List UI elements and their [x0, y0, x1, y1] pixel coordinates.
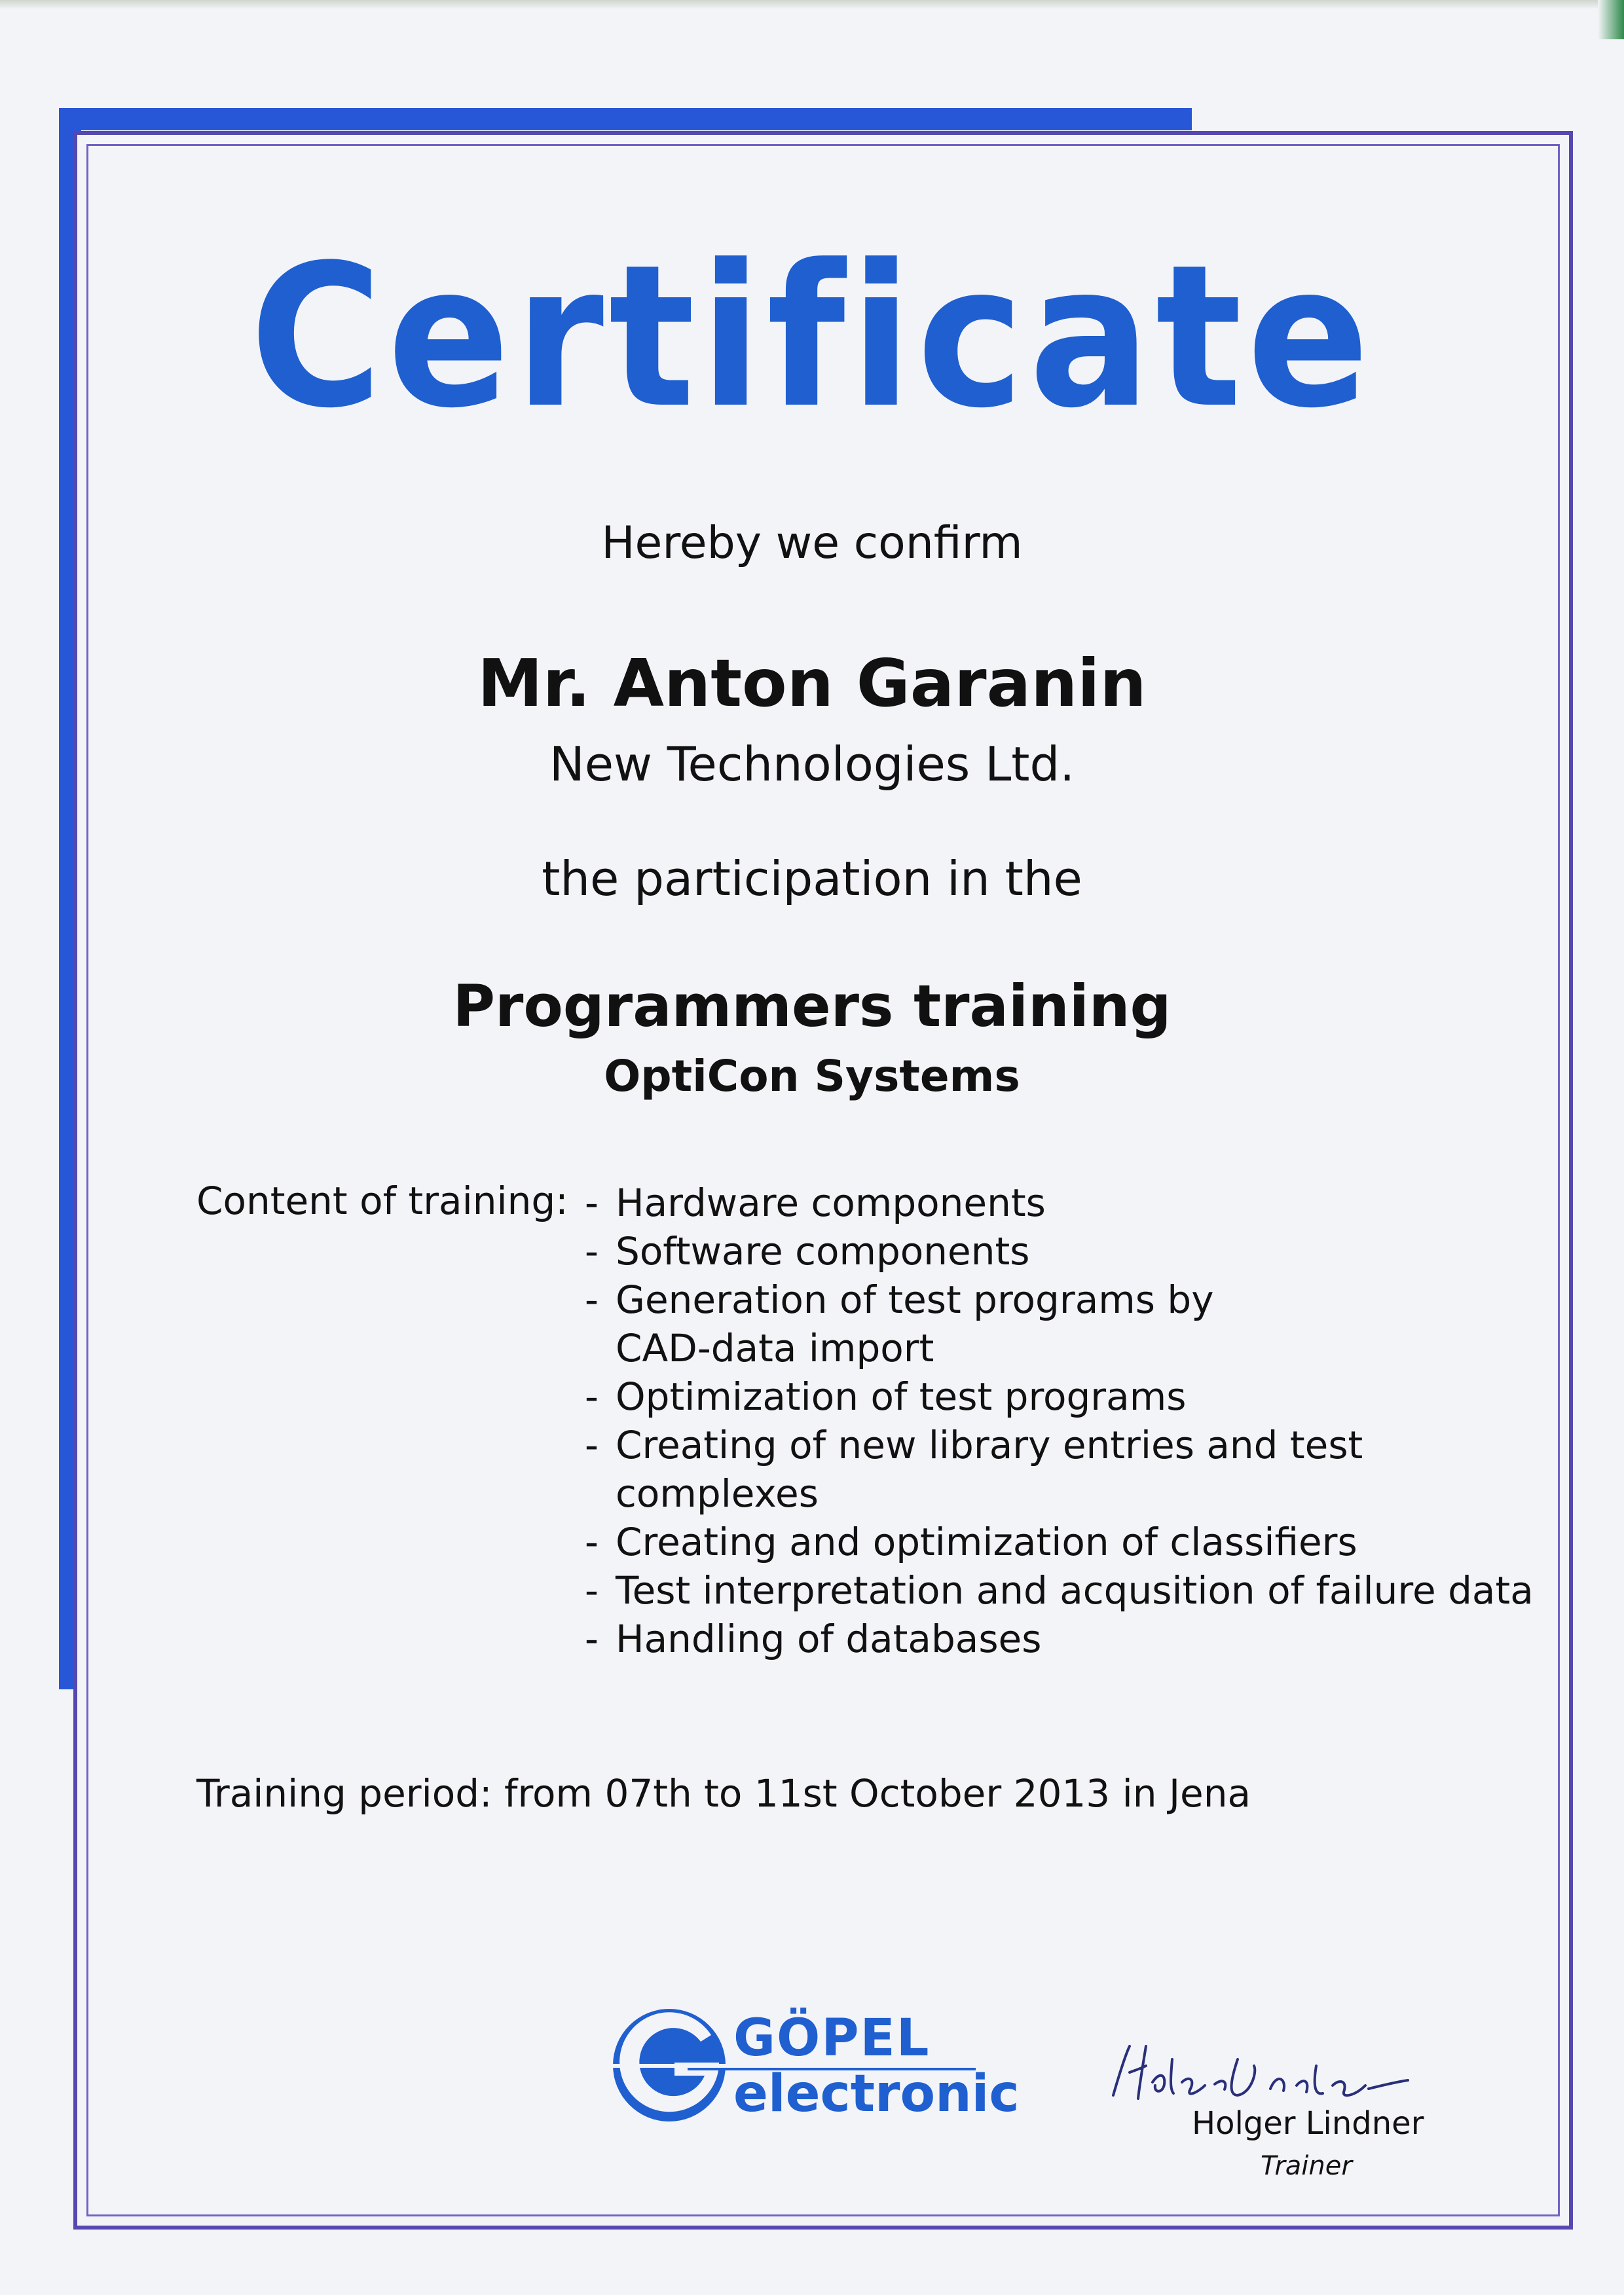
- content-list: [585, 1179, 1534, 1663]
- logo-brand-top: GÖPEL: [733, 2009, 931, 2068]
- list-item: - Creating and optimization of classifiers: [585, 1520, 1357, 1564]
- logo-brand-bottom: electronic: [733, 2065, 1020, 2123]
- list-item: - Hardware components: [585, 1181, 1046, 1225]
- list-item: - Generation of test programs by: [585, 1277, 1214, 1322]
- scan-edge-corner: [1598, 0, 1624, 39]
- list-item: - Creating of new library entries and test: [585, 1423, 1363, 1467]
- signatory-name: Holger Lindner: [1192, 2105, 1424, 2142]
- training-name: Programmers training: [452, 972, 1172, 1040]
- gopel-g-icon: [609, 2002, 733, 2127]
- signatory-role: Trainer: [1261, 2151, 1352, 2181]
- recipient-name: Mr. Anton Garanin: [477, 645, 1147, 722]
- confirm-text: Hereby we confirm: [601, 517, 1023, 569]
- content-label: Content of training:: [196, 1179, 568, 1223]
- list-item: - Test interpretation and acqusition of failure data: [585, 1568, 1534, 1613]
- certificate-title: Certificate: [249, 223, 1375, 451]
- list-item: - Software components: [585, 1229, 1030, 1274]
- training-provider: OptiCon Systems: [604, 1051, 1020, 1101]
- list-item: - Optimization of test programs: [585, 1374, 1187, 1419]
- list-item-continuation: complexes: [616, 1471, 819, 1516]
- list-item: - Handling of databases: [585, 1617, 1042, 1661]
- paper-edge: [0, 0, 1624, 9]
- recipient-company: New Technologies Ltd.: [549, 737, 1075, 792]
- training-period: Training period: from 07th to 11st October 2013 in Jena: [196, 1771, 1251, 1816]
- list-item-continuation: CAD-data import: [616, 1326, 934, 1370]
- gopel-logo: [609, 2002, 1022, 2127]
- accent-bar-top: [59, 108, 1192, 130]
- participation-text: the participation in the: [542, 851, 1082, 906]
